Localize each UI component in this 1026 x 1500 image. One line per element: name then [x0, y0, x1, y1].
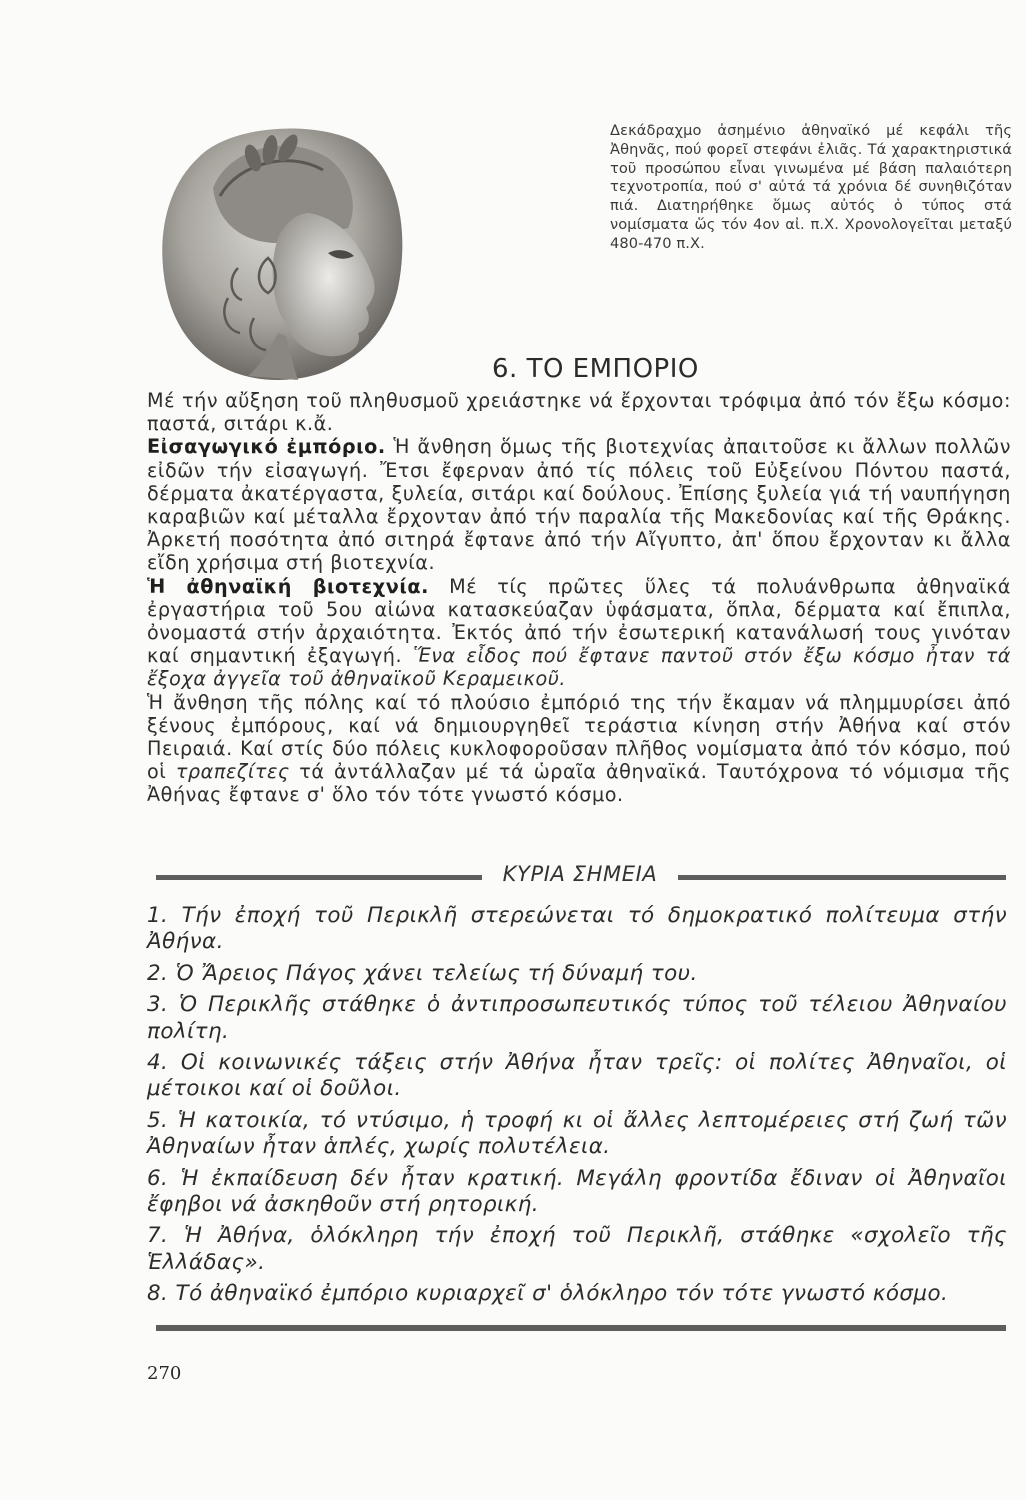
- body-text: [147, 389, 1011, 807]
- paragraph-commerce: [147, 691, 1011, 807]
- paragraph-intro: Μέ τήν αὔξηση τοῦ πληθυσμοῦ χρειάστηκε νά ἔρχονται τρόφιμα ἀπό τόν ἔξω κόσμο: παστά, σιτάρι κ.ἄ.: [147, 389, 1011, 436]
- athena-coin-image: [158, 118, 408, 388]
- commerce-text-a: Ἡ ἄνθηση τῆς πόλης καί τό πλούσιο ἐμπόριό της τήν ἔκαμαν νά πλημμυρίσει ἀπό ξένους ἐμπόρους, καί νά δημιουργηθεῖ τεράστια κίνηση στήν Ἀθήνα καί στόν Πειραιά. Καί στίς δύο πόλεις κυκλοφοροῦσαν πλῆθος νομίσματα ἀπό τόν κόσμο, πού οἱ: [147, 690, 1011, 784]
- subheading-crafts: Ἡ ἀθηναϊκή βιοτεχνία.: [147, 574, 429, 598]
- crafts-italic: Ἕνα εἶδος πού ἔφτανε παντοῦ στόν ἔξω κόσμο ἦταν τά ἔξοχα ἀγγεῖα τοῦ ἀθηναϊκοῦ Κεραμεικοῦ.: [147, 644, 1011, 691]
- paragraph-crafts: [147, 575, 1011, 691]
- key-point-item: 5. Ἡ κατοικία, τό ντύσιμο, ἡ τροφή κι οἱ ἄλλες λεπτομέρειες στή ζωή τῶν Ἀθηναίων ἦταν ἁπλές, χωρίς πολυτέλεια.: [147, 1107, 1007, 1160]
- key-point-item: 6. Ἡ ἐκπαίδευση δέν ἦταν κρατική. Μεγάλη φροντίδα ἔδιναν οἱ Ἀθηναῖοι ἔφηβοι νά ἀσκηθοῦν στή ρητορική.: [147, 1165, 1007, 1218]
- figure-caption: Δεκάδραχμο ἀσημένιο ἀθηναϊκό μέ κεφάλι τῆς Ἀθηνᾶς, πού φορεῖ στεφάνι ἐλιᾶς. Τά χαρακτηριστικά τοῦ προσώπου εἶναι γινωμένα μέ βάση παλαιότερη τεχνοτροπία, πού σ' αὐτά τά χρόνια δέ συνηθιζόταν πιά. Διατηρήθηκε ὅμως αὐτός ὁ τύπος στά νομίσματα ὥς τόν 4ον αἰ. π.Χ. Χρονολογεῖται μεταξύ 480-470 π.Χ.: [610, 122, 1012, 252]
- paragraph-imports: [147, 435, 1011, 574]
- key-point-item: 8. Τό ἀθηναϊκό ἐμπόριο κυριαρχεῖ σ' ὁλόκληρο τόν τότε γνωστό κόσμο.: [147, 1281, 949, 1307]
- page-number: 270: [147, 1363, 182, 1384]
- commerce-text-b: τά ἀντάλλαζαν μέ τά ὡραῖα ἀθηναϊκά. Ταυτόχρονα τό νόμισμα τῆς Ἀθήνας ἔφτανε σ' ὅλο τόν τότε γνωστό κόσμο.: [147, 760, 1011, 807]
- crafts-text: Μέ τίς πρῶτες ὕλες τά πολυάνθρωπα ἀθηναϊκά ἐργαστήρια τοῦ 5ου αἰώνα κατασκεύαζαν ὑφάσματα, ὅπλα, δέρματα καί ἔπιπλα, ὀνομαστά στήν ἀρχαιότητα. Ἐκτός ἀπό τήν ἐσωτερική κατανάλωσή τους γινόταν καί σημαντική ἐξαγωγή.: [147, 574, 1011, 668]
- key-points-header: [156, 862, 1006, 892]
- key-point-item: 7. Ἡ Ἀθήνα, ὁλόκληρη τήν ἐποχή τοῦ Περικλῆ, στάθηκε «σχολεῖο τῆς Ἑλλάδας».: [147, 1223, 1007, 1275]
- header-rule-left: [156, 875, 482, 880]
- key-point-item: 3. Ὁ Περικλῆς στάθηκε ὁ ἀντιπροσωπευτικός τύπος τοῦ τέλειου Ἀθηναίου πολίτη.: [147, 992, 1007, 1044]
- subheading-imports: Εἰσαγωγικό ἐμπόριο.: [147, 435, 386, 459]
- bottom-rule: [156, 1325, 1006, 1331]
- commerce-italic: τραπεζίτες: [175, 760, 290, 784]
- header-rule-right: [678, 875, 1006, 880]
- key-points-list: [147, 903, 1007, 1313]
- imports-text: Ἡ ἄνθηση ὅμως τῆς βιοτεχνίας ἀπαιτοῦσε κι ἄλλων πολλῶν εἰδῶν τήν εἰσαγωγή. Ἔτσι ἔφερναν ἀπό τίς πόλεις τοῦ Εὐξείνου Πόντου παστά, δέρματα ἀκατέργαστα, ξυλεία, σιτάρι καί δούλους. Ἐπίσης ξυλεία γιά τή ναυπήγηση καραβιῶν καί μέταλλα ἔρχονταν ἀπό τήν παραλία τῆς Μακεδονίας καί τῆς Θράκης. Ἀρκετή ποσότητα ἀπό σιτηρά ἔφτανε ἀπό τήν Αἴγυπτο, ἀπ' ὅπου ἔρχονταν κι ἄλλα εἴδη χρήσιμα στή βιοτεχνία.: [147, 435, 1011, 575]
- key-point-item: 4. Οἱ κοινωνικές τάξεις στήν Ἀθήνα ἦταν τρεῖς: οἱ πολίτες Ἀθηναῖοι, οἱ μέτοικοι καί οἱ δοῦλοι.: [147, 1050, 1007, 1102]
- key-point-item: 1. Τήν ἐποχή τοῦ Περικλῆ στερεώνεται τό δημοκρατικό πολίτευμα στήν Ἀθήνα.: [147, 903, 1007, 955]
- key-points-title: ΚΥΡΙΑ ΣΗΜΕΙΑ: [502, 862, 658, 886]
- key-point-item: 2. Ὁ Ἄρειος Πάγος χάνει τελείως τή δύναμή του.: [147, 960, 698, 986]
- section-title: 6. ΤΟ ΕΜΠΟΡΙΟ: [492, 354, 699, 384]
